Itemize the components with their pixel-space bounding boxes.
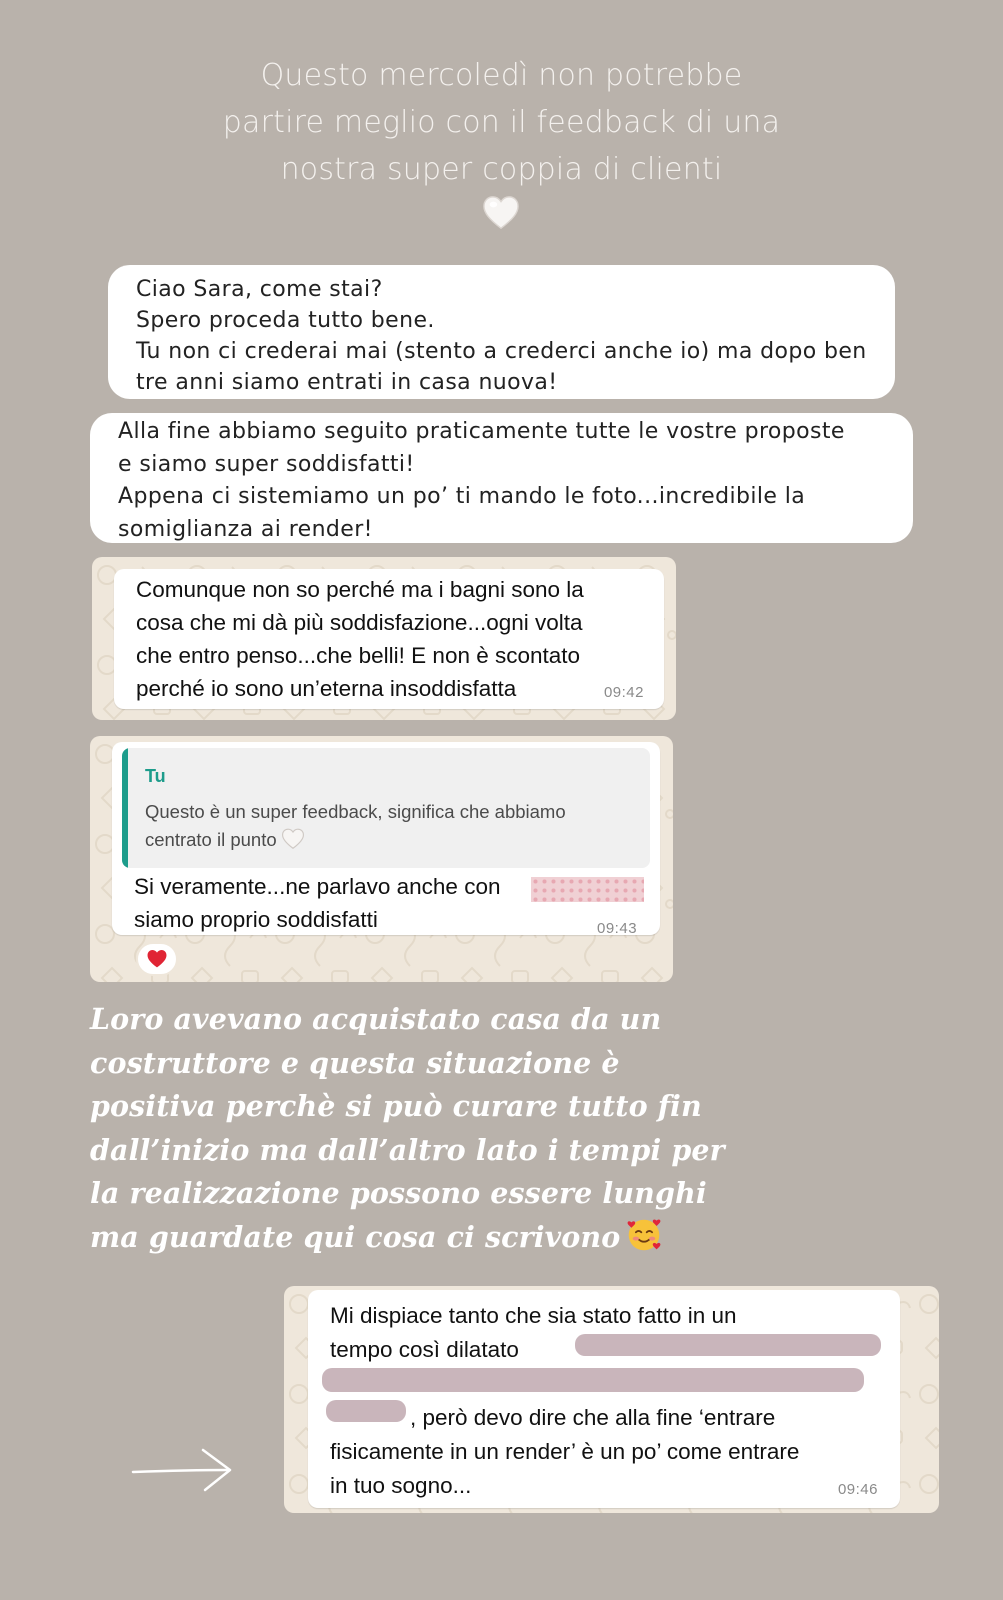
smiling-face-with-hearts-icon xyxy=(626,1217,662,1253)
chat-screenshot xyxy=(92,557,676,720)
redacted-text xyxy=(326,1400,406,1422)
message-line: Tu non ci crederai mai (stento a crederci anche io) ma dopo ben xyxy=(136,339,867,364)
chat-screenshot xyxy=(90,736,673,982)
quote-line: Questo è un super feedback, significa che abbiamo xyxy=(145,801,566,822)
header-line: Questo mercoledì non potrebbe xyxy=(260,58,743,93)
message-line: tre anni siamo entrati in casa nuova! xyxy=(136,370,558,395)
message-bubble xyxy=(90,413,913,543)
message-line: Alla fine abbiamo seguito praticamente tutte le vostre proposte xyxy=(118,419,845,444)
message-line: tempo così dilatato xyxy=(330,1337,519,1362)
message-timestamp: 09:43 xyxy=(597,920,638,937)
chat-screenshot xyxy=(284,1286,939,1513)
message-timestamp: 09:46 xyxy=(837,1481,878,1498)
message-timestamp: 09:42 xyxy=(603,684,644,701)
caption-line: ma guardate qui cosa ci scrivono xyxy=(90,1216,790,1260)
quoted-message[interactable] xyxy=(122,748,650,868)
header-line: nostra super coppia di clienti xyxy=(280,152,723,187)
message-text xyxy=(136,274,867,398)
story-caption xyxy=(90,998,790,1259)
chat-message-bubble xyxy=(308,1290,900,1508)
message-line: perché io sono un’eterna insoddisfatta xyxy=(136,676,517,701)
message-line: Si veramente...ne parlavo anche con xyxy=(134,874,501,899)
message-line: fisicamente in un render’ è un po’ come entrare xyxy=(330,1439,800,1464)
message-reaction[interactable] xyxy=(136,942,178,976)
message-line: , però devo dire che alla fine ‘entrare xyxy=(410,1405,776,1430)
message-text xyxy=(118,416,885,546)
caption-line: positiva perchè si può curare tutto fin xyxy=(90,1089,702,1123)
message-line: siamo proprio soddisfatti xyxy=(134,907,378,932)
chat-message-bubble xyxy=(114,569,664,709)
quote-author: Tu xyxy=(145,766,166,786)
message-line: in tuo sogno... xyxy=(330,1473,472,1498)
redacted-name xyxy=(531,877,644,902)
story-header xyxy=(150,52,853,193)
chat-message-text xyxy=(136,573,584,705)
message-line: Mi dispiace tanto che sia stato fatto in un xyxy=(330,1303,737,1328)
message-bubble xyxy=(108,265,895,399)
message-line: Spero proceda tutto bene. xyxy=(136,308,435,333)
message-line: somiglianza ai render! xyxy=(118,516,373,542)
message-line: Ciao Sara, come stai? xyxy=(136,277,383,302)
red-heart-icon xyxy=(146,949,168,969)
quote-line: centrato il punto xyxy=(145,826,650,854)
quote-accent-bar xyxy=(122,748,128,868)
message-line: Appena ci sistemiamo un po’ ti mando le foto...incredibile la xyxy=(118,484,806,509)
caption-line: dall’inizio ma dall’altro lato i tempi per xyxy=(90,1132,725,1167)
white-heart-icon xyxy=(482,195,520,231)
message-line: cosa che mi dà più soddisfazione...ogni volta xyxy=(136,610,583,635)
arrow-right-icon xyxy=(131,1448,234,1492)
caption-line: la realizzazione possono essere lunghi xyxy=(90,1176,707,1210)
caption-line: Loro avevano acquistato casa da un xyxy=(90,1002,662,1036)
message-line: che entro penso...che belli! E non è scontato xyxy=(136,643,581,668)
redacted-text xyxy=(575,1334,881,1356)
chat-message-text xyxy=(134,870,500,936)
quote-text xyxy=(145,798,650,854)
header-line: partire meglio con il feedback di una xyxy=(222,105,781,140)
message-line: e siamo super soddisfatti! xyxy=(118,451,415,477)
redacted-text xyxy=(322,1368,864,1392)
white-heart-icon xyxy=(281,828,305,850)
message-line: Comunque non so perché ma i bagni sono la xyxy=(136,577,584,602)
caption-line: costruttore e questa situazione è xyxy=(90,1045,620,1080)
